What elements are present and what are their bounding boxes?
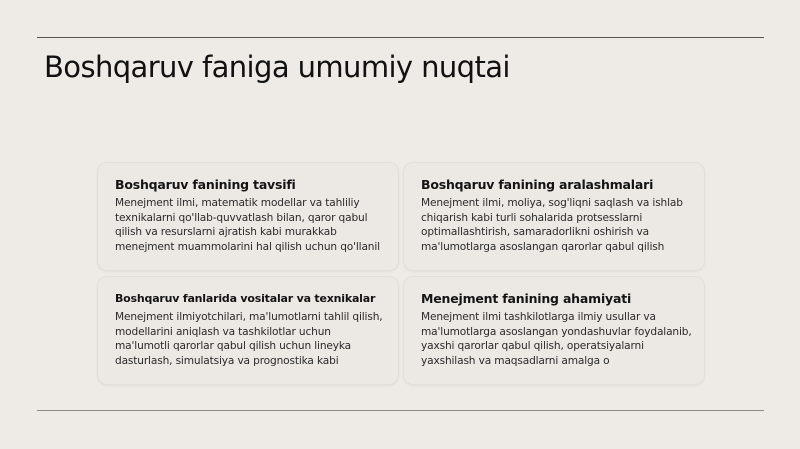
card-body: Menejment ilmiyotchilari, ma'lumotlarni tahlil qilish, modellarini aniqlash va tashkilotlar uchun ma'lumotli qarorlar qabul qilish uchun lineyka dasturlash, simulatsiya va prognostika kabi (115, 311, 383, 367)
card-title: Boshqaruv fanlarida vositalar va texnikalar (115, 292, 376, 305)
page-title: Boshqaruv faniga umumiy nuqtai (44, 50, 510, 84)
card-description (98, 163, 398, 270)
card-body: Menejment ilmi, moliya, sog'liqni saqlash va ishlab chiqarish kabi turli sohalarida protsesslarni optimallashtirish, samaradorlikni oshirish va ma'lumotlarga asoslangan qarorlar qabul qilish (421, 197, 683, 253)
bottom-divider (37, 410, 764, 411)
card-importance (404, 277, 704, 384)
card-tools (98, 277, 398, 384)
card-title: Menejment fanining ahamiyati (421, 291, 632, 306)
card-body: Menejment ilmi tashkilotlarga ilmiy usullar va ma'lumotlarga asoslangan yondashuvlar foydalanib, yaxshi qarorlar qabul qilish, operatsiyalarni yaxshilash va maqsadlarni amalga o (421, 311, 692, 367)
card-body: Menejment ilmi, matematik modellar va tahliliy texnikalarni qo'llab-quvvatlash bilan, qaror qabul qilish va resurslarni ajratish kabi murakkab menejment muammolarini hal qilish uchun qo'llanil (115, 197, 380, 253)
card-title: Boshqaruv fanining aralashmalari (421, 177, 654, 192)
card-applications (404, 163, 704, 270)
card-title: Boshqaruv fanining tavsifi (115, 177, 296, 192)
top-divider (37, 37, 764, 38)
